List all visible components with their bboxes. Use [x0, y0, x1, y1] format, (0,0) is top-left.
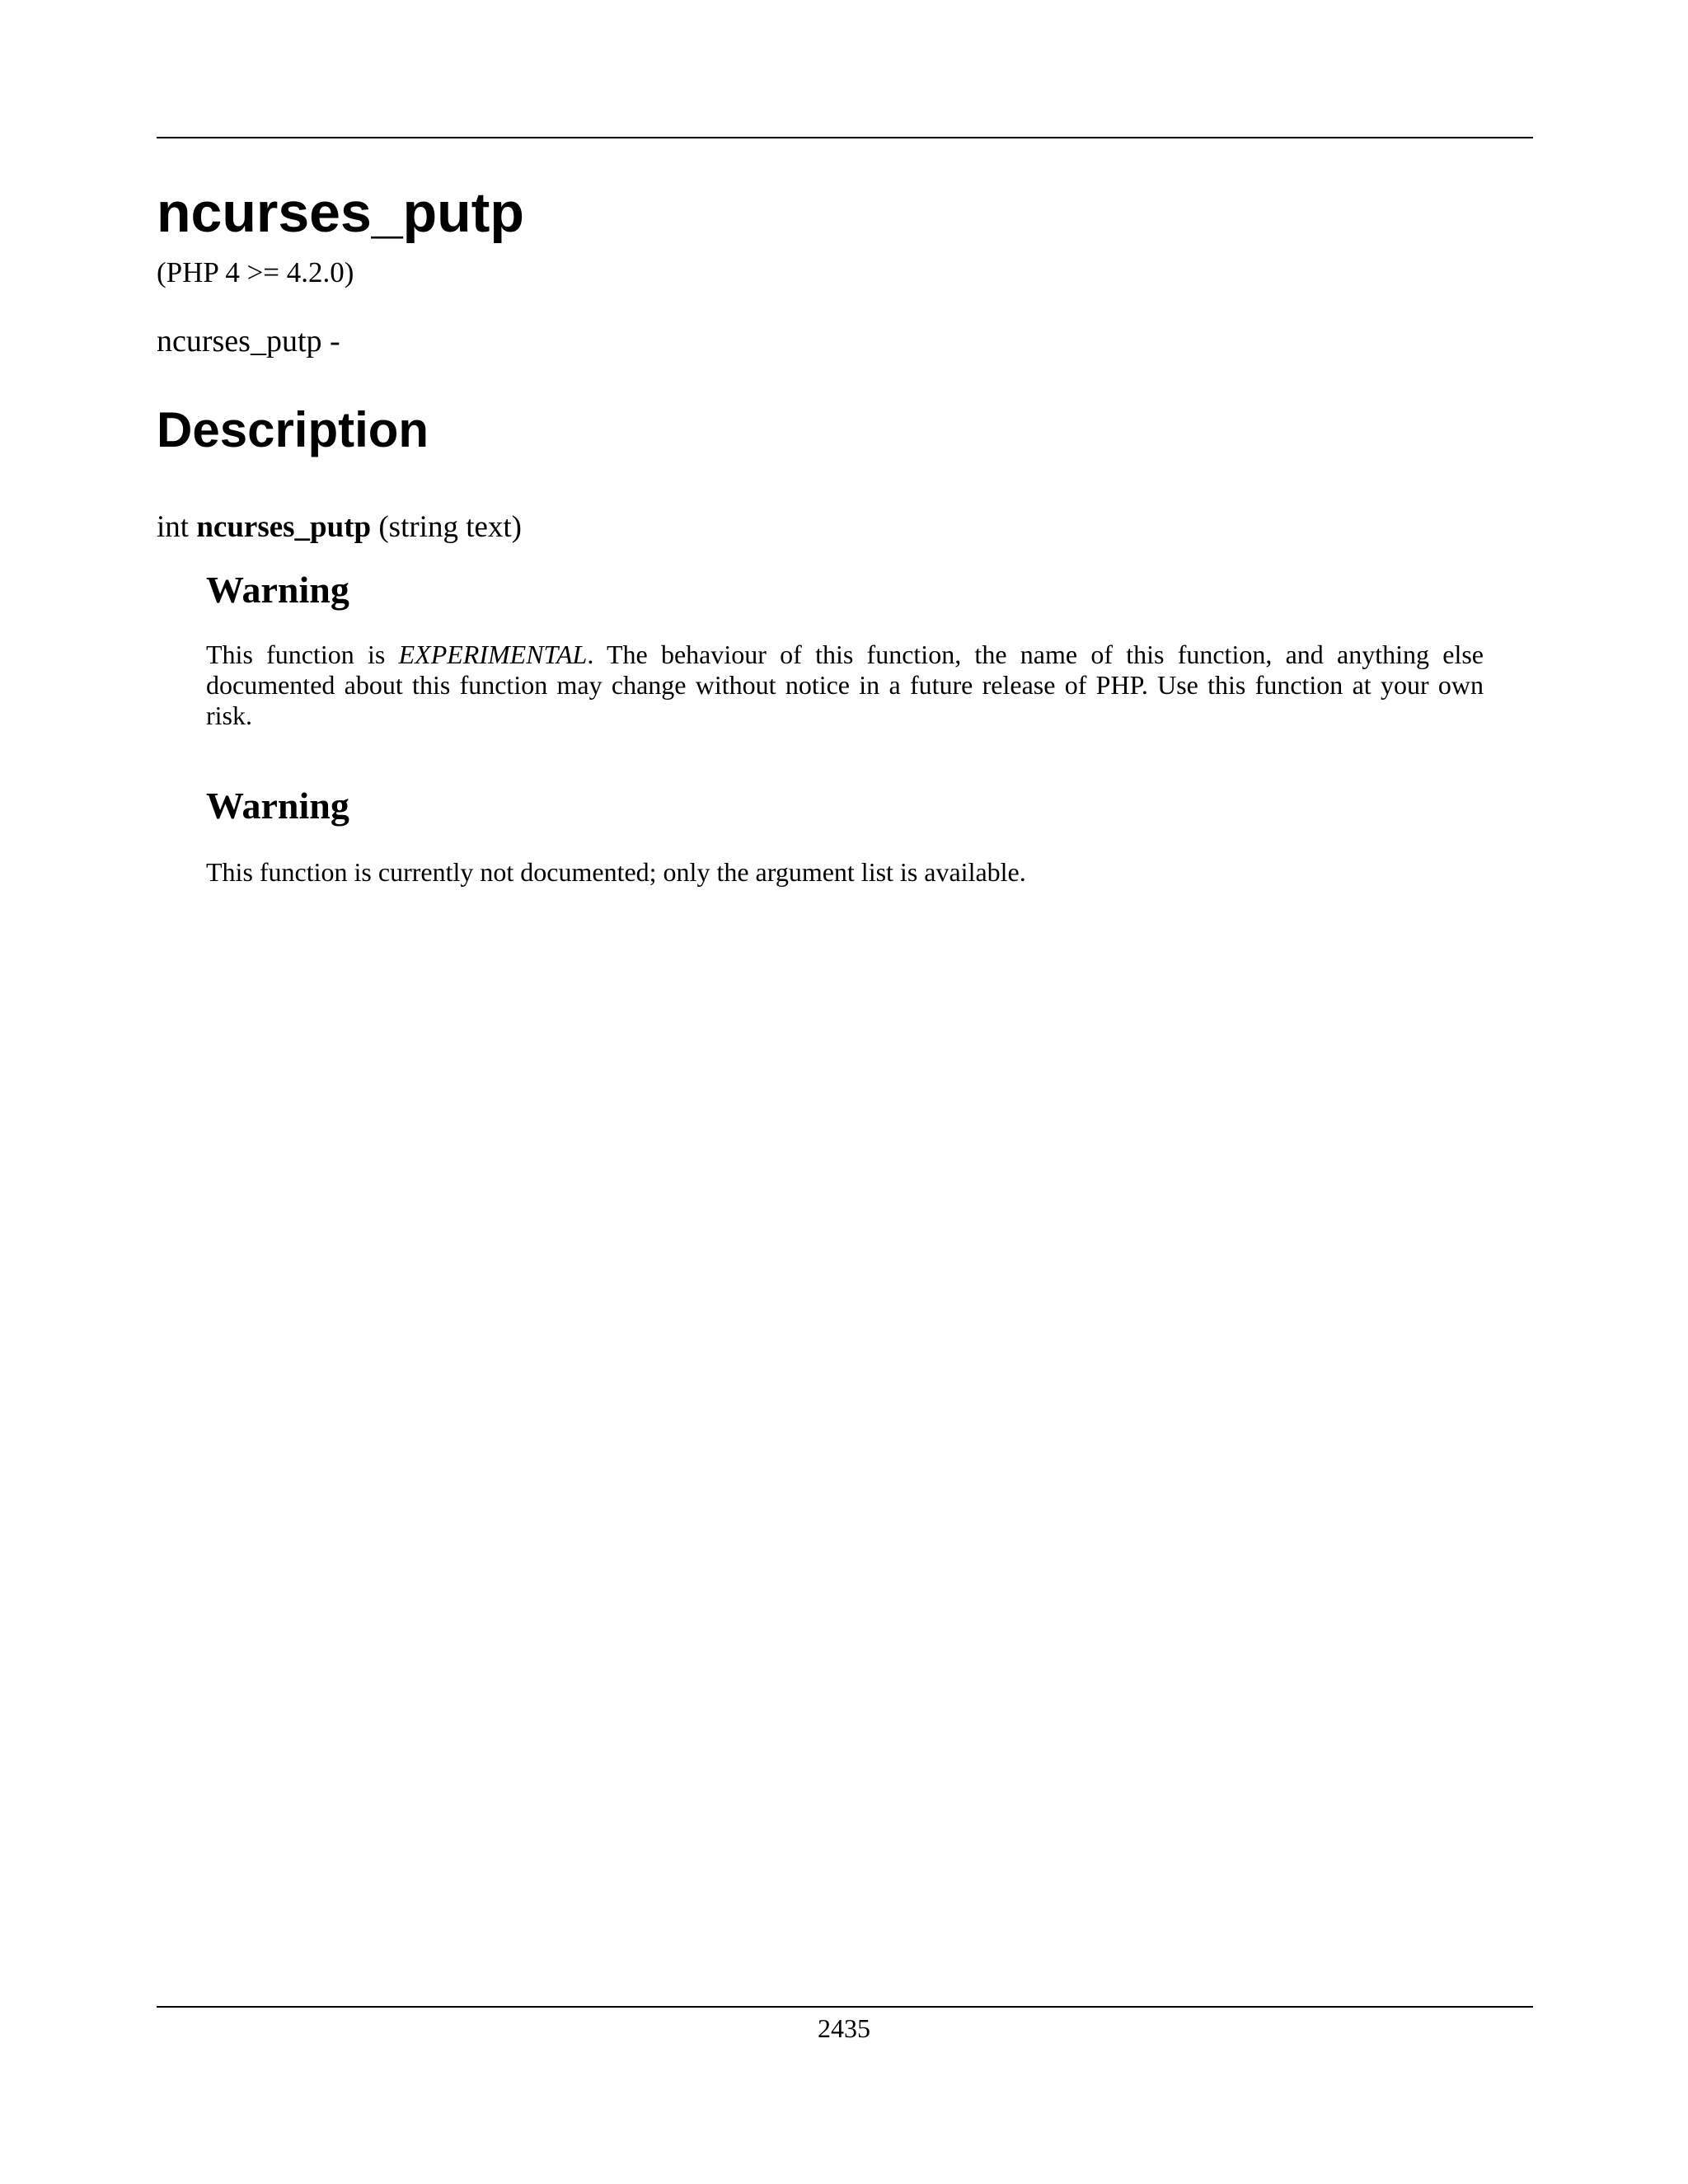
warning-text-before: This function is: [206, 640, 399, 669]
warning-text-undocumented: This function is currently not documented; only the argument list is available.: [206, 857, 1026, 887]
ref-purpose: ncurses_putp -: [157, 324, 340, 359]
footer-rule: [157, 2006, 1533, 2008]
header-rule: [157, 137, 1533, 138]
warning-title-undocumented: Warning: [206, 785, 349, 827]
version-info: (PHP 4 >= 4.2.0): [157, 256, 354, 288]
warning-text-after: . The behaviour of this function, the name of this function, and anything else documented about this function may change without notice in a future release of PHP. Use this function at your own risk.: [206, 640, 1484, 730]
synopsis-params: (string text): [378, 510, 522, 544]
experimental-emphasis: EXPERIMENTAL: [398, 640, 588, 669]
page-number: 2435: [818, 2013, 870, 2043]
synopsis-function-name: ncurses_putp: [196, 510, 372, 544]
warning-title-experimental: Warning: [206, 569, 349, 611]
function-synopsis: [157, 509, 522, 546]
return-type: int: [157, 510, 190, 544]
function-title: ncurses_putp: [157, 181, 524, 244]
warning-text-experimental: [206, 640, 1484, 731]
description-heading: Description: [157, 402, 429, 457]
